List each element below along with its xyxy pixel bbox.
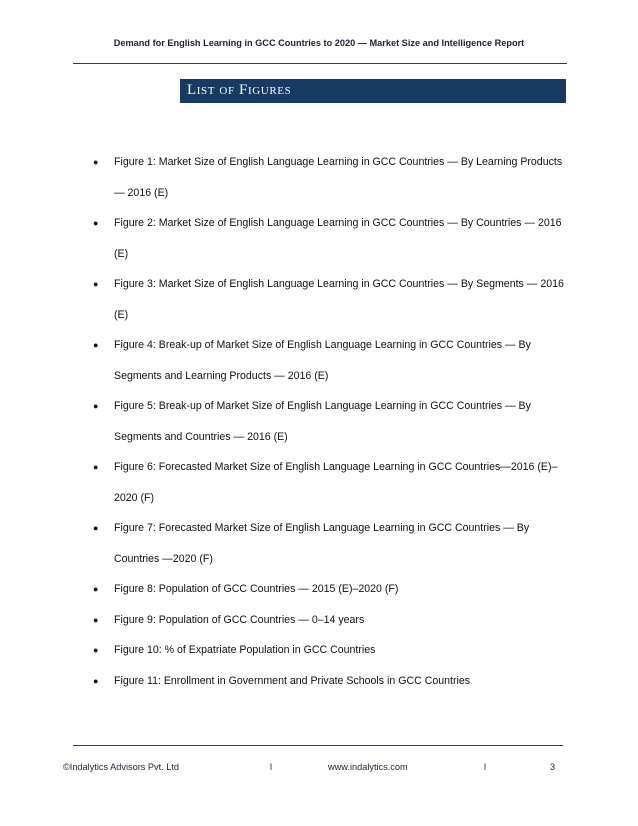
figure-list-item — [88, 635, 568, 666]
bullet-icon: ● — [93, 401, 99, 411]
bullet-icon: ● — [93, 584, 99, 594]
bullet-icon: ● — [93, 462, 99, 472]
footer-separator: l — [484, 762, 487, 772]
figure-entry-text: Figure 9: Population of GCC Countries — 0–14 years — [114, 613, 365, 626]
section-banner — [180, 79, 566, 103]
figure-entry-text: Figure 10: % of Expatriate Population in GCC Countries — [114, 644, 376, 656]
figure-entry-text: Figure 8: Population of GCC Countries — 2015 (E)–2020 (F) — [114, 583, 399, 595]
figure-list-item — [88, 574, 568, 605]
figure-list-item — [88, 391, 568, 452]
figure-list-item — [88, 513, 568, 574]
figure-entry-text: Figure 7: Forecasted Market Size of English Language Learning in GCC Countries — By Countries —2020 (F) — [114, 522, 530, 565]
header-divider — [73, 63, 567, 64]
bullet-icon: ● — [93, 675, 99, 686]
footer-website: www.indalytics.com — [328, 762, 408, 772]
figure-entry-text: Figure 2: Market Size of English Language Learning in GCC Countries — By Countries — 2016 (E) — [114, 217, 562, 260]
figure-entry-text: Figure 11: Enrollment in Government and Private Schools in GCC Countries — [114, 674, 471, 687]
footer-copyright: ©Indalytics Advisors Pvt. Ltd — [63, 762, 180, 772]
figure-entry-text: Figure 5: Break-up of Market Size of English Language Learning in GCC Countries — By Segments and Countries — 2016 (E) — [114, 400, 531, 443]
figure-list-item — [88, 208, 568, 269]
report-header-title: Demand for English Learning in GCC Countries to 2020 — Market Size and Intelligence Report — [113, 38, 525, 48]
figure-list-item — [88, 147, 568, 208]
footer-page-number: 3 — [550, 762, 556, 772]
bullet-icon: ● — [93, 340, 99, 350]
figure-list-item — [88, 330, 568, 391]
bullet-icon: ● — [93, 523, 99, 533]
bullet-icon: ● — [93, 614, 99, 625]
footer-divider — [73, 745, 563, 746]
figure-list-item — [88, 269, 568, 330]
figure-entry-text: Figure 1: Market Size of English Language Learning in GCC Countries — By Learning Products — 2016 (E) — [114, 156, 563, 199]
figure-entry-text: Figure 6: Forecasted Market Size of English Language Learning in GCC Countries—2016 (E)–2020 (F) — [114, 461, 558, 504]
figure-list — [88, 147, 568, 696]
figure-entry-text: Figure 3: Market Size of English Language Learning in GCC Countries — By Segments — 2016 (E) — [114, 278, 564, 321]
figure-list-item — [88, 666, 568, 697]
bullet-icon: ● — [93, 218, 99, 228]
bullet-icon: ● — [93, 157, 99, 167]
figure-entry-text: Figure 4: Break-up of Market Size of English Language Learning in GCC Countries — By Segments and Learning Products — 2016 (E) — [114, 339, 531, 382]
footer-separator: l — [270, 762, 273, 772]
figure-list-item — [88, 452, 568, 513]
figure-list-item — [88, 605, 568, 636]
bullet-icon: ● — [93, 645, 99, 655]
bullet-icon: ● — [93, 279, 99, 289]
section-title: List of Figures — [187, 82, 292, 98]
